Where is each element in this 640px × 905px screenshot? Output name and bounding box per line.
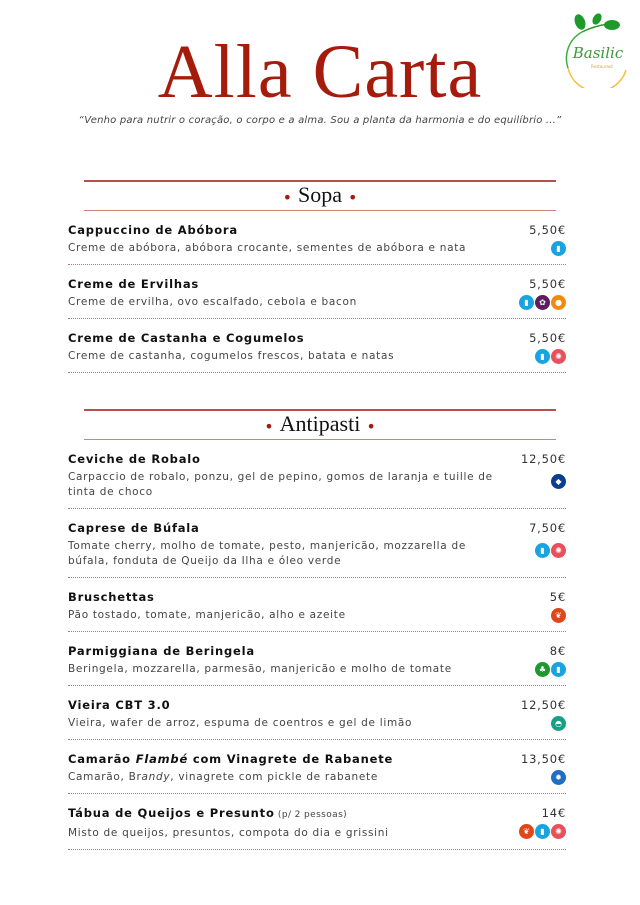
item-price: 8€: [549, 644, 566, 658]
item-description-part: Beringela, mozzarella, parmesão, manjericão e molho de tomate: [68, 663, 452, 675]
fish-allergen-icon: ◆: [551, 474, 566, 489]
item-name: [68, 804, 488, 824]
allergen-icons: [551, 608, 566, 623]
item-name: [68, 275, 488, 293]
page-title: Alla Carta: [157, 30, 483, 114]
item-price: 7,50€: [529, 521, 566, 535]
item-name: [68, 750, 488, 768]
menu-item: [68, 319, 566, 373]
allergen-icons: [535, 662, 566, 677]
item-name: [68, 642, 488, 660]
menu-item: [68, 632, 566, 686]
item-description: [68, 826, 508, 841]
item-price: 5,50€: [529, 277, 566, 291]
gluten-allergen-icon: ❦: [551, 608, 566, 623]
section-header: [84, 409, 556, 440]
item-price: 12,50€: [520, 698, 566, 712]
bullet-icon: •: [282, 188, 292, 207]
logo-text: Basilic: [572, 44, 624, 62]
item-name: [68, 221, 488, 239]
basilic-logo: [560, 8, 632, 88]
item-name: [68, 519, 488, 537]
tagline-quote: “Venho para nutrir o coração, o corpo e a alma. Sou a planta da harmonia e do equilíbrio ...”: [78, 115, 562, 126]
item-name-part: Flambé: [135, 752, 189, 766]
menu-item: [68, 578, 566, 632]
item-description: [68, 241, 508, 256]
item-description-part: Creme de castanha, cogumelos frescos, batata e natas: [68, 350, 395, 362]
item-description-part: Carpaccio de robalo, ponzu, gel de pepino, gomos de laranja e tuille de tinta de choco: [68, 471, 493, 498]
bullet-icon: •: [348, 188, 358, 207]
item-name-part: Creme de Ervilhas: [68, 277, 200, 291]
item-name: [68, 329, 488, 347]
item-name-part: Vieira CBT 3.0: [68, 698, 171, 712]
crustaceans-allergen-icon: ✹: [551, 770, 566, 785]
item-price: 5,50€: [529, 223, 566, 237]
item-description: [68, 770, 508, 785]
item-price: 5€: [549, 590, 566, 604]
item-name: [68, 450, 488, 468]
nuts-allergen-icon: ✺: [551, 349, 566, 364]
item-description-part: Pão tostado, tomate, manjericão, alho e azeite: [68, 609, 346, 621]
item-description-part: Camarão, Br: [68, 771, 142, 783]
item-description: [68, 295, 508, 310]
section-header: [84, 180, 556, 211]
item-description: [68, 470, 508, 500]
item-description: [68, 716, 508, 731]
section-title: Antipasti: [279, 411, 361, 436]
item-name-part: Cappuccino de Abóbora: [68, 223, 238, 237]
allergen-icons: [551, 716, 566, 731]
milk-allergen-icon: ▮: [551, 662, 566, 677]
item-description: [68, 539, 508, 569]
allergen-icons: [551, 770, 566, 785]
milk-allergen-icon: ▮: [535, 543, 550, 558]
item-price: 14€: [541, 806, 566, 820]
menu-item: [68, 265, 566, 319]
nuts-allergen-icon: ✺: [551, 543, 566, 558]
menu-item: [68, 686, 566, 740]
item-description: [68, 662, 508, 677]
item-price: 5,50€: [529, 331, 566, 345]
molluscs-allergen-icon: ◓: [551, 716, 566, 731]
menu-item: [68, 440, 566, 509]
item-name-part: Tábua de Queijos e Presunto: [68, 806, 275, 820]
nuts-allergen-icon: ✺: [551, 824, 566, 839]
item-description-part: andy: [141, 771, 171, 783]
egg-allergen-icon: ●: [551, 295, 566, 310]
logo-subtext: Restaurant: [591, 64, 613, 69]
item-name-part: Creme de Castanha e Cogumelos: [68, 331, 305, 345]
item-description-part: Tomate cherry, molho de tomate, pesto, manjericão, mozzarella de búfala, fonduta de Queijo da Ilha e óleo verde: [68, 540, 466, 567]
item-price: 12,50€: [520, 452, 566, 466]
gluten-allergen-icon: ❦: [519, 824, 534, 839]
allergen-icons: [551, 241, 566, 256]
allergen-icons: [535, 349, 566, 364]
sulphites-allergen-icon: ✿: [535, 295, 550, 310]
item-name-part: com Vinagrete de Rabanete: [188, 752, 394, 766]
menu-item: [68, 740, 566, 794]
item-description-part: Creme de ervilha, ovo escalfado, cebola e bacon: [68, 296, 357, 308]
section-antipasti: [68, 409, 566, 850]
item-name-part: Ceviche de Robalo: [68, 452, 201, 466]
item-name-part: Caprese de Búfala: [68, 521, 200, 535]
item-name: [68, 588, 488, 606]
serving-note: (p/ 2 pessoas): [274, 810, 348, 820]
milk-allergen-icon: ▮: [535, 824, 550, 839]
allergen-icons: [535, 543, 566, 558]
item-name-part: Bruschettas: [68, 590, 155, 604]
bullet-icon: •: [366, 417, 376, 436]
item-description-part: Misto de queijos, presuntos, compota do dia e grissini: [68, 827, 389, 839]
item-name: [68, 696, 488, 714]
menu-item: [68, 509, 566, 578]
bullet-icon: •: [264, 417, 274, 436]
item-name-part: Parmiggiana de Beringela: [68, 644, 255, 658]
item-description-part: Vieira, wafer de arroz, espuma de coentros e gel de limão: [68, 717, 413, 729]
item-price: 13,50€: [520, 752, 566, 766]
allergen-icons: [519, 295, 566, 310]
item-description: [68, 608, 508, 623]
item-name-part: Camarão: [68, 752, 136, 766]
allergen-icons: [551, 474, 566, 489]
item-description-part: , vinagrete com pickle de rabanete: [170, 771, 379, 783]
item-description-part: Creme de abóbora, abóbora crocante, sementes de abóbora e nata: [68, 242, 467, 254]
section-title: Sopa: [298, 182, 342, 207]
item-description: [68, 349, 508, 364]
milk-allergen-icon: ▮: [551, 241, 566, 256]
milk-allergen-icon: ▮: [535, 349, 550, 364]
allergen-icons: [519, 824, 566, 839]
milk-allergen-icon: ▮: [519, 295, 534, 310]
section-sopa: [68, 180, 566, 373]
celery-allergen-icon: ♣: [535, 662, 550, 677]
menu-item: [68, 211, 566, 265]
menu-item: [68, 794, 566, 850]
